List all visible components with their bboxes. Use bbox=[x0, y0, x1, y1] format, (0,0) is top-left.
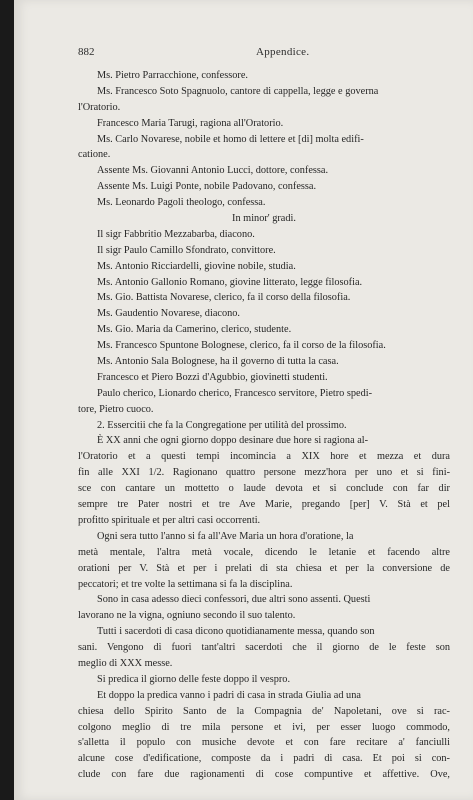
text-line: tore, Pietro cuoco. bbox=[78, 403, 154, 415]
text-line: meglio di XXX messe. bbox=[78, 657, 173, 669]
text-line: sce con cantare un mottetto o laude devota et si conclude con far dir bbox=[78, 483, 450, 495]
text-line: Ms. Pietro Parracchione, confessore. bbox=[97, 70, 248, 81]
text-line: Francesco et Piero Bozzi d'Agubbio, giovinetti studenti. bbox=[97, 371, 328, 383]
running-header bbox=[78, 46, 438, 60]
text-line: Et doppo la predica vanno i padri di casa in strada Giulia ad una bbox=[97, 689, 361, 701]
text-line: Ms. Antonio Sala Bolognese, ha il governo di tutta la casa. bbox=[97, 356, 339, 368]
text-line: Ms. Carlo Novarese, nobile et homo di lettere et [di] molta edifi- bbox=[97, 133, 364, 145]
text-line: È XX anni che ogni giorno doppo desinare due hore si ragiona al- bbox=[97, 435, 369, 447]
text-line: Tutti i sacerdoti di casa dicono quotidianamente messa, quando son bbox=[97, 626, 375, 638]
text-line: s'alletta il populo con musiche devote et con fare recitare a' fanciulli bbox=[78, 737, 450, 749]
text-line: chiesa dello Spirito Santo de la Compagnia de' Napoletani, ove si rac- bbox=[78, 705, 450, 717]
text-line: peccatori; et tre volte la settimana si fa la disciplina. bbox=[78, 578, 293, 590]
text-line: catione. bbox=[78, 149, 111, 161]
text-line: Ms. Francesco Spuntone Bolognese, clerico, fa il corso de la filosofia. bbox=[97, 340, 386, 352]
text-line: Paulo cherico, Lionardo cherico, Francesco servitore, Pietro spedi- bbox=[97, 387, 373, 399]
text-line: metà mentale, l'altra metà vocale, dicendo le letanie et facendo altre bbox=[78, 546, 450, 558]
text-line: clude con fare due ragionamenti di cose compuntive et affettive. Ove, bbox=[78, 769, 450, 781]
running-title: Appendice. bbox=[256, 46, 310, 58]
text-line: Il sigr Fabbritio Mezzabarba, diacono. bbox=[97, 228, 255, 240]
text-line: Ms. Gio. Maria da Camerino, clerico, studente. bbox=[97, 324, 292, 336]
text-line: Francesco Maria Tarugi, ragiona all'Oratorio. bbox=[97, 117, 284, 129]
page-number: 882 bbox=[78, 46, 95, 58]
text-line: Ms. Gio. Battista Novarese, clerico, fa il corso della filosofia. bbox=[97, 292, 351, 304]
body-text bbox=[78, 68, 450, 783]
text-line: alcune cose d'edificatione, composte da i padri di casa. Et poi si con- bbox=[78, 753, 450, 765]
text-line: Ogni sera tutto l'anno si fa all'Ave Maria un hora d'oratione, la bbox=[97, 530, 354, 542]
text-line: Il sigr Paulo Camillo Sfondrato, convittore. bbox=[97, 244, 276, 256]
text-line: l'Oratorio et a questi tempi incomincia a XIX hore et mezza et dura bbox=[78, 451, 450, 463]
text-line: lavorano ne la vigna, ogniuno secondo il suo talento. bbox=[78, 610, 296, 622]
text-line: sani. Vengono di fuori tant'altri sacerdoti che il giorno de le feste son bbox=[78, 642, 450, 654]
text-line: Si predica il giorno delle feste doppo il vespro. bbox=[97, 673, 291, 685]
text-line: 2. Essercitii che fa la Congregatione per utilità del prossimo. bbox=[97, 419, 347, 431]
text-line: In minor' gradi. bbox=[232, 213, 296, 225]
text-line: profitto spirituale et per altri casi occorrenti. bbox=[78, 514, 261, 526]
text-line: sempre tre Pater nostri et tre Ave Marie, pregando [per] V. Stà et pel bbox=[78, 499, 450, 511]
text-line: Ms. Antonio Ricciardelli, giovine nobile, studia. bbox=[97, 260, 296, 272]
text-line: Sono in casa adesso dieci confessori, due altri sono assenti. Questi bbox=[97, 594, 371, 606]
text-line: Ms. Gaudentio Novarese, diacono. bbox=[97, 308, 240, 320]
book-page bbox=[14, 0, 473, 800]
text-line: colgono meglio di tre mila persone et ivi, per esser luogo commodo, bbox=[78, 721, 450, 733]
text-line: Ms. Antonio Gallonio Romano, giovine litterato, legge filosofia. bbox=[97, 276, 363, 288]
text-line: orationi per V. Stà et per i prelati di sta chiesa et per la conversione de bbox=[78, 562, 450, 574]
text-line: Assente Ms. Luigi Ponte, nobile Padovano, confessa. bbox=[97, 181, 317, 193]
text-line: Ms. Francesco Soto Spagnuolo, cantore di cappella, legge e governa bbox=[97, 85, 379, 97]
text-line: Ms. Leonardo Pagoli theologo, confessa. bbox=[97, 197, 266, 209]
text-line: l'Oratorio. bbox=[78, 101, 121, 113]
text-line: Assente Ms. Giovanni Antonio Lucci, dottore, confessa. bbox=[97, 165, 329, 177]
text-line: fin alle XXI 1/2. Ragionano quattro persone mezz'hora per uno et si fini- bbox=[78, 467, 450, 479]
